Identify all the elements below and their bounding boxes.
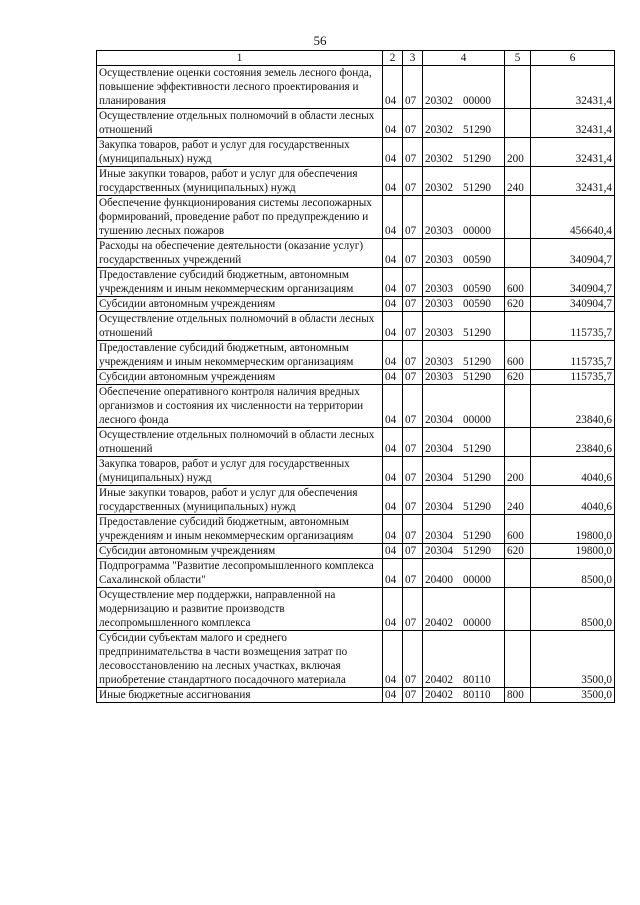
row-csr-cell	[423, 196, 505, 239]
table-row	[97, 109, 615, 138]
csr-direction-code: 00000	[463, 414, 491, 426]
csr-program-code: 20303	[425, 298, 453, 310]
row-vr-cell	[505, 312, 531, 341]
budget-table	[96, 50, 615, 703]
row-pr-cell: 07	[403, 588, 423, 631]
row-pr-cell: 07	[403, 268, 423, 297]
table-row	[97, 239, 615, 268]
header-cell: 6	[531, 51, 615, 66]
row-sum-cell: 8500,0	[531, 588, 615, 631]
row-rz-cell: 04	[383, 268, 403, 297]
row-rz-cell: 04	[383, 457, 403, 486]
row-name-cell: Осуществление отдельных полномочий в области лесных отношений	[97, 428, 383, 457]
row-vr-cell: 600	[505, 268, 531, 297]
row-name-cell: Расходы на обеспечение деятельности (оказание услуг) государственных учреждений	[97, 239, 383, 268]
row-name-cell: Предоставление субсидий бюджетным, автономным учреждениям и иным некоммерческим организациям	[97, 515, 383, 544]
csr-direction-code: 51290	[463, 182, 491, 194]
csr-direction-code: 51290	[463, 530, 491, 542]
row-rz-cell: 04	[383, 66, 403, 109]
row-rz-cell: 04	[383, 312, 403, 341]
csr-direction-code: 51290	[463, 501, 491, 513]
row-sum-cell: 32431,4	[531, 109, 615, 138]
row-rz-cell: 04	[383, 588, 403, 631]
csr-program-code: 20304	[425, 545, 453, 557]
row-name-cell: Закупка товаров, работ и услуг для государственных (муниципальных) нужд	[97, 138, 383, 167]
row-sum-cell: 32431,4	[531, 66, 615, 109]
csr-program-code: 20303	[425, 225, 453, 237]
csr-program-code: 20304	[425, 530, 453, 542]
row-rz-cell: 04	[383, 688, 403, 703]
row-pr-cell: 07	[403, 167, 423, 196]
row-sum-cell: 4040,6	[531, 486, 615, 515]
row-csr-cell	[423, 559, 505, 588]
row-name-cell: Осуществление отдельных полномочий в области лесных отношений	[97, 109, 383, 138]
row-pr-cell: 07	[403, 370, 423, 385]
csr-program-code: 20303	[425, 254, 453, 266]
row-vr-cell: 240	[505, 486, 531, 515]
row-pr-cell: 07	[403, 297, 423, 312]
csr-direction-code: 51290	[463, 545, 491, 557]
row-vr-cell: 600	[505, 515, 531, 544]
table-row	[97, 385, 615, 428]
row-pr-cell: 07	[403, 544, 423, 559]
row-sum-cell: 3500,0	[531, 688, 615, 703]
row-sum-cell: 8500,0	[531, 559, 615, 588]
row-name-cell: Осуществление отдельных полномочий в области лесных отношений	[97, 312, 383, 341]
table-row	[97, 559, 615, 588]
row-sum-cell: 3500,0	[531, 631, 615, 688]
row-csr-cell	[423, 66, 505, 109]
csr-program-code: 20303	[425, 327, 453, 339]
row-name-cell: Субсидии субъектам малого и среднего предпринимательства в части возмещения затрат по лесовосстановлению на лесных участках, включая приобретение стандартного посадочного материала	[97, 631, 383, 688]
row-sum-cell: 23840,6	[531, 428, 615, 457]
row-sum-cell: 19800,0	[531, 515, 615, 544]
row-rz-cell: 04	[383, 196, 403, 239]
row-pr-cell: 07	[403, 66, 423, 109]
row-vr-cell: 620	[505, 370, 531, 385]
row-pr-cell: 07	[403, 457, 423, 486]
row-csr-cell	[423, 631, 505, 688]
row-pr-cell: 07	[403, 341, 423, 370]
csr-program-code: 20402	[425, 674, 453, 686]
row-vr-cell	[505, 66, 531, 109]
row-csr-cell	[423, 341, 505, 370]
table-row	[97, 428, 615, 457]
csr-program-code: 20304	[425, 501, 453, 513]
header-row	[97, 51, 615, 66]
row-rz-cell: 04	[383, 486, 403, 515]
csr-direction-code: 51290	[463, 472, 491, 484]
header-cell: 4	[423, 51, 505, 66]
table-row	[97, 544, 615, 559]
row-sum-cell: 115735,7	[531, 341, 615, 370]
csr-program-code: 20304	[425, 414, 453, 426]
header-cell: 3	[403, 51, 423, 66]
csr-direction-code: 00000	[463, 95, 491, 107]
row-vr-cell	[505, 385, 531, 428]
row-sum-cell: 115735,7	[531, 370, 615, 385]
header-cell: 5	[505, 51, 531, 66]
table-row	[97, 457, 615, 486]
table-row	[97, 66, 615, 109]
row-name-cell: Предоставление субсидий бюджетным, автономным учреждениям и иным некоммерческим организациям	[97, 268, 383, 297]
csr-direction-code: 00590	[463, 254, 491, 266]
row-vr-cell: 620	[505, 544, 531, 559]
table-row	[97, 588, 615, 631]
row-name-cell: Осуществление оценки состояния земель лесного фонда, повышение эффективности лесного проектирования и планирования	[97, 66, 383, 109]
table-row	[97, 486, 615, 515]
csr-program-code: 20400	[425, 574, 453, 586]
row-rz-cell: 04	[383, 515, 403, 544]
row-rz-cell: 04	[383, 385, 403, 428]
row-csr-cell	[423, 312, 505, 341]
row-vr-cell	[505, 588, 531, 631]
csr-program-code: 20402	[425, 617, 453, 629]
csr-direction-code: 51290	[463, 443, 491, 455]
row-pr-cell: 07	[403, 109, 423, 138]
row-sum-cell: 32431,4	[531, 138, 615, 167]
row-vr-cell: 200	[505, 457, 531, 486]
row-vr-cell	[505, 559, 531, 588]
csr-program-code: 20304	[425, 443, 453, 455]
csr-direction-code: 00590	[463, 283, 491, 295]
row-vr-cell	[505, 239, 531, 268]
row-csr-cell	[423, 268, 505, 297]
row-name-cell: Субсидии автономным учреждениям	[97, 297, 383, 312]
header-cell: 2	[383, 51, 403, 66]
row-sum-cell: 19800,0	[531, 544, 615, 559]
row-vr-cell: 200	[505, 138, 531, 167]
row-rz-cell: 04	[383, 544, 403, 559]
csr-program-code: 20303	[425, 283, 453, 295]
row-sum-cell: 456640,4	[531, 196, 615, 239]
row-vr-cell	[505, 196, 531, 239]
table-row	[97, 297, 615, 312]
table-row	[97, 631, 615, 688]
row-rz-cell: 04	[383, 239, 403, 268]
row-name-cell: Субсидии автономным учреждениям	[97, 370, 383, 385]
row-csr-cell	[423, 239, 505, 268]
row-name-cell: Иные закупки товаров, работ и услуг для обеспечения государственных (муниципальных) нужд	[97, 167, 383, 196]
row-vr-cell: 620	[505, 297, 531, 312]
row-rz-cell: 04	[383, 370, 403, 385]
row-pr-cell: 07	[403, 688, 423, 703]
row-csr-cell	[423, 515, 505, 544]
row-rz-cell: 04	[383, 559, 403, 588]
row-rz-cell: 04	[383, 428, 403, 457]
csr-program-code: 20303	[425, 356, 453, 368]
row-rz-cell: 04	[383, 297, 403, 312]
header-cell: 1	[97, 51, 383, 66]
row-csr-cell	[423, 428, 505, 457]
row-rz-cell: 04	[383, 167, 403, 196]
row-sum-cell: 340904,7	[531, 239, 615, 268]
row-csr-cell	[423, 138, 505, 167]
row-pr-cell: 07	[403, 239, 423, 268]
row-csr-cell	[423, 297, 505, 312]
row-pr-cell: 07	[403, 559, 423, 588]
csr-direction-code: 80110	[463, 689, 491, 701]
row-name-cell: Подпрограмма "Развитие лесопромышленного комплекса Сахалинской области"	[97, 559, 383, 588]
csr-program-code: 20302	[425, 182, 453, 194]
csr-program-code: 20302	[425, 95, 453, 107]
row-sum-cell: 32431,4	[531, 167, 615, 196]
row-csr-cell	[423, 167, 505, 196]
csr-program-code: 20302	[425, 124, 453, 136]
row-sum-cell: 23840,6	[531, 385, 615, 428]
table-row	[97, 138, 615, 167]
row-pr-cell: 07	[403, 196, 423, 239]
row-rz-cell: 04	[383, 109, 403, 138]
csr-direction-code: 51290	[463, 153, 491, 165]
row-csr-cell	[423, 457, 505, 486]
csr-direction-code: 00590	[463, 298, 491, 310]
row-name-cell: Обеспечение оперативного контроля наличия вредных организмов и состояния их численности на территории лесного фонда	[97, 385, 383, 428]
row-pr-cell: 07	[403, 486, 423, 515]
row-vr-cell	[505, 631, 531, 688]
row-pr-cell: 07	[403, 312, 423, 341]
csr-direction-code: 51290	[463, 124, 491, 136]
row-name-cell: Закупка товаров, работ и услуг для государственных (муниципальных) нужд	[97, 457, 383, 486]
table-row	[97, 341, 615, 370]
table-row	[97, 515, 615, 544]
page-number: 56	[313, 33, 327, 48]
row-csr-cell	[423, 385, 505, 428]
row-vr-cell: 800	[505, 688, 531, 703]
row-vr-cell	[505, 428, 531, 457]
csr-program-code: 20302	[425, 153, 453, 165]
table-row	[97, 167, 615, 196]
row-csr-cell	[423, 486, 505, 515]
row-sum-cell: 340904,7	[531, 297, 615, 312]
row-pr-cell: 07	[403, 138, 423, 167]
row-pr-cell: 07	[403, 385, 423, 428]
table-row	[97, 370, 615, 385]
csr-direction-code: 00000	[463, 574, 491, 586]
row-sum-cell: 4040,6	[531, 457, 615, 486]
csr-direction-code: 00000	[463, 225, 491, 237]
table-row	[97, 688, 615, 703]
row-rz-cell: 04	[383, 138, 403, 167]
row-name-cell: Предоставление субсидий бюджетным, автономным учреждениям и иным некоммерческим организациям	[97, 341, 383, 370]
row-csr-cell	[423, 370, 505, 385]
table-row	[97, 196, 615, 239]
row-csr-cell	[423, 688, 505, 703]
row-rz-cell: 04	[383, 631, 403, 688]
table-row	[97, 268, 615, 297]
row-pr-cell: 07	[403, 631, 423, 688]
csr-program-code: 20304	[425, 472, 453, 484]
table-row	[97, 312, 615, 341]
csr-direction-code: 51290	[463, 356, 491, 368]
row-name-cell: Иные закупки товаров, работ и услуг для обеспечения государственных (муниципальных) нужд	[97, 486, 383, 515]
csr-direction-code: 00000	[463, 617, 491, 629]
row-name-cell: Субсидии автономным учреждениям	[97, 544, 383, 559]
row-pr-cell: 07	[403, 428, 423, 457]
row-name-cell: Иные бюджетные ассигнования	[97, 688, 383, 703]
row-csr-cell	[423, 544, 505, 559]
row-pr-cell: 07	[403, 515, 423, 544]
row-csr-cell	[423, 588, 505, 631]
row-sum-cell: 340904,7	[531, 268, 615, 297]
row-vr-cell: 240	[505, 167, 531, 196]
row-rz-cell: 04	[383, 341, 403, 370]
csr-program-code: 20303	[425, 371, 453, 383]
csr-program-code: 20402	[425, 689, 453, 701]
row-csr-cell	[423, 109, 505, 138]
csr-direction-code: 80110	[463, 674, 491, 686]
csr-direction-code: 51290	[463, 327, 491, 339]
row-name-cell: Обеспечение функционирования системы лесопожарных формирований, проведение работ по предупреждению и тушению лесных пожаров	[97, 196, 383, 239]
row-name-cell: Осуществление мер поддержки, направленной на модернизацию и развитие производств лесопромышленного комплекса	[97, 588, 383, 631]
csr-direction-code: 51290	[463, 371, 491, 383]
row-vr-cell	[505, 109, 531, 138]
row-sum-cell: 115735,7	[531, 312, 615, 341]
row-vr-cell: 600	[505, 341, 531, 370]
